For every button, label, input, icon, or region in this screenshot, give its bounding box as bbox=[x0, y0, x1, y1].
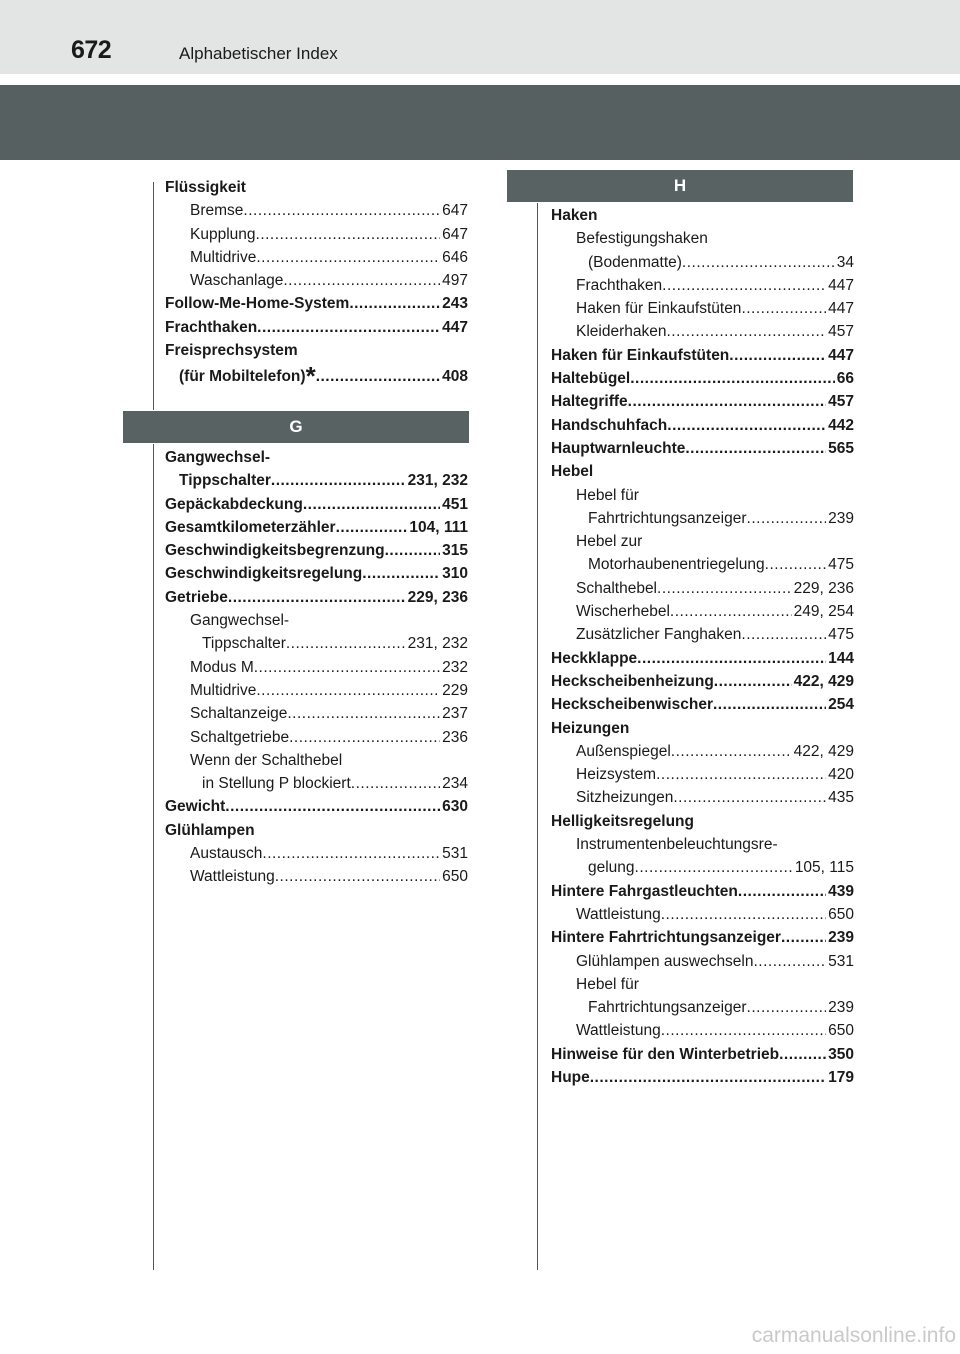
entry-text: Flüssigkeit bbox=[165, 179, 246, 196]
entry-page: 229 bbox=[442, 681, 468, 699]
index-entry bbox=[165, 246, 468, 269]
index-entry bbox=[551, 204, 854, 227]
entry-page: 630 bbox=[442, 798, 468, 816]
entry-page: 239 bbox=[828, 999, 854, 1017]
dot-leader bbox=[351, 772, 440, 795]
entry-text: Gangwechsel- bbox=[165, 449, 271, 466]
index-entry bbox=[551, 390, 854, 413]
entry-text: Wattleistung bbox=[576, 1022, 661, 1040]
index-entry bbox=[165, 679, 468, 702]
index-entry bbox=[551, 1043, 854, 1066]
entry-text: Haltegriffe bbox=[551, 393, 628, 411]
index-entry bbox=[551, 647, 854, 670]
entry-page: 422, 429 bbox=[793, 672, 854, 690]
entry-page: 565 bbox=[828, 439, 854, 457]
index-entry bbox=[165, 469, 468, 492]
index-entry bbox=[165, 609, 468, 632]
index-entry bbox=[551, 320, 854, 343]
dot-leader bbox=[671, 740, 792, 763]
index-entry bbox=[551, 717, 854, 740]
entry-page: 232 bbox=[442, 658, 468, 676]
dot-leader bbox=[228, 586, 406, 609]
index-entry bbox=[165, 223, 468, 246]
entry-text: Hauptwarnleuchte bbox=[551, 439, 686, 457]
dot-leader bbox=[779, 1043, 826, 1066]
entry-text: Kleiderhaken bbox=[576, 323, 667, 341]
index-entry bbox=[551, 670, 854, 693]
dot-leader bbox=[657, 577, 792, 600]
entry-page: 650 bbox=[828, 905, 854, 923]
column-rule-left-top bbox=[153, 182, 154, 410]
index-entry bbox=[165, 176, 468, 199]
entry-page: 254 bbox=[828, 696, 854, 714]
entry-text: Außenspiegel bbox=[576, 742, 671, 760]
entry-page: 229, 236 bbox=[407, 588, 468, 606]
entry-text: Geschwindigkeitsregelung bbox=[165, 565, 363, 583]
entry-text: Bremse bbox=[190, 202, 244, 220]
dot-leader bbox=[747, 507, 827, 530]
column-rule-right bbox=[537, 203, 538, 1270]
entry-page: 243 bbox=[442, 295, 468, 313]
index-entry bbox=[551, 786, 854, 809]
entry-page: 231, 232 bbox=[407, 472, 468, 490]
entry-page: 497 bbox=[442, 272, 468, 290]
entry-text: Tippschalter bbox=[179, 472, 271, 490]
dot-leader bbox=[673, 786, 826, 809]
entry-page: 229, 236 bbox=[793, 579, 854, 597]
entry-text: Wattleistung bbox=[576, 905, 661, 923]
index-entry bbox=[551, 810, 854, 833]
entry-page: 447 bbox=[828, 346, 854, 364]
entry-text: Hintere Fahrgastleuchten bbox=[551, 882, 738, 900]
entry-text: Schaltgetriebe bbox=[190, 728, 290, 746]
entry-page: 447 bbox=[442, 318, 468, 336]
entry-page: 237 bbox=[442, 705, 468, 723]
entry-page: 447 bbox=[828, 300, 854, 318]
entry-text: Sitzheizungen bbox=[576, 789, 674, 807]
dot-leader bbox=[271, 469, 406, 492]
index-entry bbox=[551, 530, 854, 553]
entry-text: Hebel für bbox=[576, 975, 639, 993]
entry-text: Modus M bbox=[190, 658, 254, 676]
entry-text: Frachthaken bbox=[576, 276, 663, 294]
dot-leader bbox=[738, 880, 826, 903]
entry-page: 179 bbox=[828, 1068, 854, 1086]
index-entry bbox=[551, 973, 854, 996]
entry-page: 647 bbox=[442, 225, 468, 243]
dot-leader bbox=[256, 679, 440, 702]
dot-leader bbox=[316, 362, 440, 392]
column-rule-left-bottom bbox=[153, 444, 154, 1270]
dot-leader bbox=[385, 539, 441, 562]
entry-text: Heizsystem bbox=[576, 766, 657, 784]
entry-text: Geschwindigkeitsbegrenzung bbox=[165, 542, 385, 560]
index-list-f bbox=[165, 176, 468, 392]
entry-page: 646 bbox=[442, 248, 468, 266]
dot-leader bbox=[765, 553, 826, 576]
entry-page: 408 bbox=[442, 368, 468, 386]
dot-leader bbox=[667, 414, 826, 437]
dot-leader bbox=[670, 600, 792, 623]
index-entry bbox=[165, 702, 468, 725]
entry-text: Kupplung bbox=[190, 225, 256, 243]
index-entry bbox=[551, 996, 854, 1019]
dot-leader bbox=[256, 246, 440, 269]
index-entry bbox=[165, 586, 468, 609]
dot-leader bbox=[630, 367, 835, 390]
entry-text: Getriebe bbox=[165, 588, 228, 606]
index-entry bbox=[165, 819, 468, 842]
dot-leader bbox=[349, 292, 440, 315]
dot-leader bbox=[741, 623, 826, 646]
entry-text: Heckscheibenwischer bbox=[551, 696, 713, 714]
index-entry bbox=[551, 507, 854, 530]
entry-page: 310 bbox=[442, 565, 468, 583]
header-bar bbox=[0, 0, 960, 74]
entry-text: Fahrtrichtungsanzeiger bbox=[588, 999, 747, 1017]
entry-page: 249, 254 bbox=[793, 603, 854, 621]
index-entry bbox=[165, 632, 468, 655]
dot-leader bbox=[362, 562, 440, 585]
entry-text: Befestigungshaken bbox=[576, 230, 708, 248]
entry-text: Schalthebel bbox=[576, 579, 658, 597]
dot-leader bbox=[256, 223, 441, 246]
entry-text: Follow-Me-Home-System bbox=[165, 295, 350, 313]
index-entry bbox=[165, 362, 468, 392]
entry-text: Wenn der Schalthebel bbox=[190, 751, 343, 769]
index-entry bbox=[551, 553, 854, 576]
entry-page: 647 bbox=[442, 202, 468, 220]
index-entry bbox=[165, 562, 468, 585]
index-entry bbox=[165, 269, 468, 292]
index-entry bbox=[551, 833, 854, 856]
index-entry bbox=[551, 344, 854, 367]
index-entry bbox=[165, 865, 468, 888]
index-entry bbox=[551, 437, 854, 460]
entry-page: 239 bbox=[828, 929, 854, 947]
dot-leader bbox=[257, 316, 440, 339]
entry-text: Gepäckabdeckung bbox=[165, 495, 303, 513]
index-entry bbox=[165, 726, 468, 749]
dot-leader bbox=[336, 516, 408, 539]
entry-text: (für Mobiltelefon) bbox=[179, 368, 306, 386]
dot-leader bbox=[713, 693, 826, 716]
entry-text: Haltebügel bbox=[551, 370, 631, 388]
dot-leader bbox=[225, 795, 440, 818]
index-entry bbox=[551, 297, 854, 320]
entry-page: 315 bbox=[442, 542, 468, 560]
dot-leader bbox=[243, 199, 440, 222]
index-list-g bbox=[165, 446, 468, 889]
entry-text: Gesamtkilometerzähler bbox=[165, 518, 336, 536]
index-entry bbox=[551, 1019, 854, 1042]
entry-page: 650 bbox=[828, 1022, 854, 1040]
entry-text: Austausch bbox=[190, 845, 263, 863]
index-entry bbox=[551, 903, 854, 926]
entry-text: Schaltanzeige bbox=[190, 705, 288, 723]
index-entry bbox=[165, 339, 468, 362]
index-entry bbox=[165, 656, 468, 679]
entry-page: 239 bbox=[828, 509, 854, 527]
entry-page: 420 bbox=[828, 766, 854, 784]
dot-leader bbox=[262, 842, 440, 865]
dot-leader bbox=[661, 903, 826, 926]
dot-leader bbox=[275, 865, 440, 888]
dot-leader bbox=[283, 269, 440, 292]
index-entry bbox=[551, 460, 854, 483]
entry-text: Waschanlage bbox=[190, 272, 284, 290]
index-entry bbox=[165, 493, 468, 516]
dot-leader bbox=[685, 437, 826, 460]
entry-text: Fahrtrichtungsanzeiger bbox=[588, 509, 747, 527]
entry-text: Handschuhfach bbox=[551, 416, 668, 434]
entry-page: 66 bbox=[836, 370, 854, 388]
index-entry bbox=[165, 795, 468, 818]
index-entry bbox=[165, 516, 468, 539]
dot-leader bbox=[635, 856, 793, 879]
dot-leader bbox=[662, 274, 826, 297]
dot-leader bbox=[656, 763, 826, 786]
entry-page: 350 bbox=[828, 1045, 854, 1063]
index-entry bbox=[165, 772, 468, 795]
entry-page: 439 bbox=[828, 882, 854, 900]
index-entry bbox=[551, 600, 854, 623]
dot-leader bbox=[637, 647, 826, 670]
entry-text: Glühlampen auswechseln bbox=[576, 952, 754, 970]
entry-text: Heizungen bbox=[551, 719, 630, 737]
entry-text: Heckklappe bbox=[551, 649, 638, 667]
index-entry bbox=[551, 274, 854, 297]
entry-page: 231, 232 bbox=[407, 635, 468, 653]
page-title: Alphabetischer Index bbox=[179, 44, 338, 63]
dot-leader bbox=[781, 926, 826, 949]
dot-leader bbox=[289, 726, 440, 749]
index-entry bbox=[165, 842, 468, 865]
entry-text: Zusätzlicher Fanghaken bbox=[576, 626, 742, 644]
entry-text: in Stellung P blockiert bbox=[202, 775, 351, 793]
dot-leader bbox=[741, 297, 826, 320]
index-entry bbox=[551, 926, 854, 949]
index-entry bbox=[551, 856, 854, 879]
dot-leader bbox=[287, 702, 440, 725]
dot-leader bbox=[714, 670, 792, 693]
entry-text: Freisprechsystem bbox=[165, 342, 298, 360]
entry-text: gelung bbox=[588, 859, 635, 877]
index-entry bbox=[551, 950, 854, 973]
entry-page: 34 bbox=[836, 253, 854, 271]
index-entry bbox=[551, 577, 854, 600]
dot-leader bbox=[590, 1066, 826, 1089]
dot-leader bbox=[682, 251, 835, 274]
dot-leader bbox=[628, 390, 826, 413]
index-entry bbox=[551, 693, 854, 716]
index-entry bbox=[165, 446, 468, 469]
entry-text: Hebel für bbox=[576, 486, 639, 504]
index-entry bbox=[551, 623, 854, 646]
entry-text: Hebel bbox=[551, 463, 594, 481]
entry-text: Helligkeitsregelung bbox=[551, 812, 694, 830]
entry-text: Hupe bbox=[551, 1068, 590, 1086]
entry-text: Gangwechsel- bbox=[190, 612, 290, 630]
decorative-band bbox=[0, 85, 960, 160]
entry-text: Hinweise für den Winterbetrieb bbox=[551, 1045, 780, 1063]
index-entry bbox=[165, 199, 468, 222]
entry-text: Multidrive bbox=[190, 681, 257, 699]
dot-leader bbox=[754, 950, 827, 973]
entry-page: 475 bbox=[828, 626, 854, 644]
entry-text: (Bodenmatte) bbox=[588, 253, 682, 271]
dot-leader bbox=[666, 320, 826, 343]
entry-text: Hintere Fahrtrichtungsanzeiger bbox=[551, 929, 781, 947]
entry-text: Motorhaubenentriegelung bbox=[588, 556, 765, 574]
index-entry bbox=[551, 251, 854, 274]
entry-page: 236 bbox=[442, 728, 468, 746]
dot-leader bbox=[747, 996, 827, 1019]
entry-text: Instrumentenbeleuchtungsre- bbox=[576, 836, 778, 854]
entry-page: 104, 111 bbox=[409, 518, 468, 536]
entry-text: Gewicht bbox=[165, 798, 226, 816]
dot-leader bbox=[729, 344, 826, 367]
dot-leader bbox=[303, 493, 440, 516]
entry-page: 531 bbox=[442, 845, 468, 863]
entry-text: Hebel zur bbox=[576, 533, 643, 551]
entry-page: 457 bbox=[828, 323, 854, 341]
entry-page: 475 bbox=[828, 556, 854, 574]
entry-text: Haken für Einkaufstüten bbox=[551, 346, 730, 364]
section-header-h: H bbox=[507, 170, 853, 202]
index-list-h bbox=[551, 204, 854, 1089]
entry-page: 144 bbox=[828, 649, 854, 667]
entry-page: 442 bbox=[828, 416, 854, 434]
dot-leader bbox=[661, 1019, 826, 1042]
index-entry bbox=[165, 539, 468, 562]
entry-text: Glühlampen bbox=[165, 821, 255, 839]
index-entry bbox=[551, 880, 854, 903]
entry-page: 650 bbox=[442, 868, 468, 886]
footnote-star: * bbox=[305, 361, 316, 392]
section-header-g: G bbox=[123, 411, 469, 443]
entry-page: 234 bbox=[442, 775, 468, 793]
entry-page: 435 bbox=[828, 789, 854, 807]
index-entry bbox=[551, 484, 854, 507]
index-entry bbox=[551, 227, 854, 250]
index-entry bbox=[551, 740, 854, 763]
entry-page: 531 bbox=[828, 952, 854, 970]
entry-text: Haken bbox=[551, 207, 598, 224]
dot-leader bbox=[254, 656, 440, 679]
entry-page: 451 bbox=[442, 495, 468, 513]
entry-page: 457 bbox=[828, 393, 854, 411]
watermark: carmanualsonline.info bbox=[751, 1324, 956, 1347]
index-entry bbox=[551, 1066, 854, 1089]
dot-leader bbox=[286, 632, 406, 655]
index-entry bbox=[551, 763, 854, 786]
entry-text: Wattleistung bbox=[190, 868, 275, 886]
entry-text: Heckscheibenheizung bbox=[551, 672, 714, 690]
entry-page: 447 bbox=[828, 276, 854, 294]
index-entry bbox=[551, 414, 854, 437]
entry-page: 105, 115 bbox=[794, 859, 854, 877]
index-entry bbox=[165, 749, 468, 772]
entry-text: Multidrive bbox=[190, 248, 257, 266]
page-number: 672 bbox=[71, 36, 112, 64]
index-entry bbox=[165, 316, 468, 339]
entry-text: Wischerhebel bbox=[576, 603, 670, 621]
entry-text: Frachthaken bbox=[165, 318, 258, 336]
index-entry bbox=[551, 367, 854, 390]
entry-text: Tippschalter bbox=[202, 635, 286, 653]
entry-text: Haken für Einkaufstüten bbox=[576, 300, 742, 318]
entry-page: 422, 429 bbox=[793, 742, 854, 760]
index-entry bbox=[165, 292, 468, 315]
